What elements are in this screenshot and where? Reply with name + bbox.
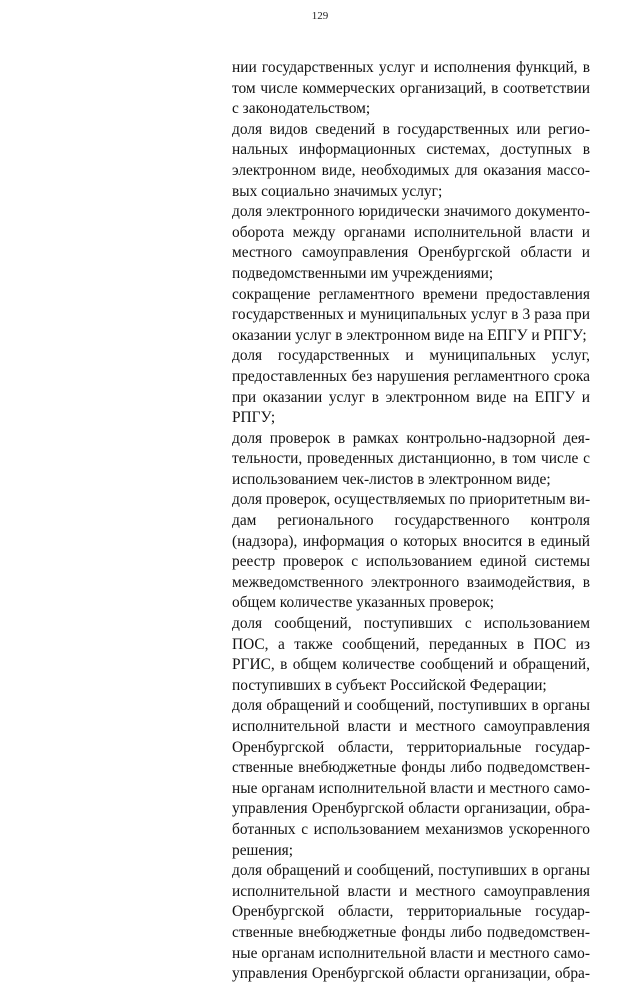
text-line: нии государственных услуг и исполнения функций, в <box>232 59 590 76</box>
text-line: дам регионального государственного контроля <box>232 512 590 530</box>
text-line: доля электронного юридически значимого документо- <box>232 203 590 221</box>
paragraph <box>232 346 590 428</box>
text-line: РГИС, в общем количестве сообщений и обращений, <box>232 656 590 674</box>
text-line: оборота между органами исполнительной власти и <box>232 223 590 241</box>
paragraph <box>232 202 590 284</box>
text-line: оказании услуг в электронном виде на ЕПГУ и РПГУ; <box>232 326 587 344</box>
text-line: ственные внебюджетные фонды либо подведомствен- <box>232 759 590 777</box>
text-line: государственных и муниципальных услуг в 3 раза при <box>232 306 590 324</box>
paragraph <box>232 861 590 985</box>
text-line: управления Оренбургской области организации, обра- <box>232 800 590 818</box>
text-line: исполнительной власти и местного самоуправления <box>232 882 590 900</box>
text-line: доля видов сведений в государственных или регио- <box>232 120 590 138</box>
text-line: общем количестве указанных проверок; <box>232 594 495 612</box>
page-number: 129 <box>311 10 329 22</box>
text-line: (надзора), информация о которых вносится в единый <box>232 532 590 550</box>
text-line: решения; <box>232 841 294 859</box>
text-line: поступивших в субъект Российской Федерации; <box>232 676 547 694</box>
text-line: с законодательством; <box>232 100 371 118</box>
text-line: ПОС, а также сообщений, переданных в ПОС из <box>232 635 590 653</box>
paragraph <box>232 58 590 120</box>
text-line: доля сообщений, поступивших с использованием <box>232 615 590 633</box>
text-line: ные органам исполнительной власти и местного само- <box>232 944 590 962</box>
text-line: тельности, проведенных дистанционно, в том числе с <box>232 450 590 468</box>
text-line: РПГУ; <box>232 409 276 427</box>
text-line: вых социально значимых услуг; <box>232 182 443 200</box>
text-line: Оренбургской области, территориальные государ- <box>232 738 590 756</box>
text-line: Оренбургской области, территориальные государ- <box>232 903 590 921</box>
text-line: доля государственных и муниципальных услуг, <box>232 347 590 365</box>
text-line: управления Оренбургской области организации, обра- <box>232 965 590 983</box>
text-line: ботанных с использованием механизмов ускоренного <box>232 820 590 838</box>
text-line: доля проверок в рамках контрольно-надзорной дея- <box>232 429 590 447</box>
paragraph <box>232 696 590 861</box>
paragraph <box>232 490 590 614</box>
text-line: том числе коммерческих организаций, в соответствии <box>232 79 590 97</box>
text-line: доля обращений и сообщений, поступивших в органы <box>232 697 590 715</box>
text-line: исполнительной власти и местного самоуправления <box>232 718 590 735</box>
body-text <box>232 58 590 985</box>
text-line: ные органам исполнительной власти и местного само- <box>232 779 590 797</box>
text-line: реестр проверок с использованием единой системы <box>232 553 590 571</box>
paragraph <box>232 285 590 347</box>
text-line: доля обращений и сообщений, поступивших в органы <box>232 862 590 880</box>
text-line: подведомственными им учреждениями; <box>232 264 494 282</box>
text-line: местного самоуправления Оренбургской области и <box>232 244 590 262</box>
text-line: сокращение регламентного времени предоставления <box>232 285 590 303</box>
text-line: нальных информационных системах, доступных в <box>232 141 590 159</box>
text-line: электронном виде, необходимых для оказания массо- <box>232 161 590 179</box>
paragraph <box>232 614 590 696</box>
text-line: при оказании услуг в электронном виде на ЕПГУ и <box>232 388 590 406</box>
text-line: предоставленных без нарушения регламентного срока <box>232 367 590 385</box>
text-line: межведомственного электронного взаимодействия, в <box>232 573 590 591</box>
text-line: ственные внебюджетные фонды либо подведомствен- <box>232 923 590 941</box>
paragraph <box>232 429 590 491</box>
text-line: доля проверок, осуществляемых по приоритетным ви- <box>232 491 591 509</box>
paragraph <box>232 120 590 202</box>
text-line: использованием чек-листов в электронном виде; <box>232 470 551 488</box>
